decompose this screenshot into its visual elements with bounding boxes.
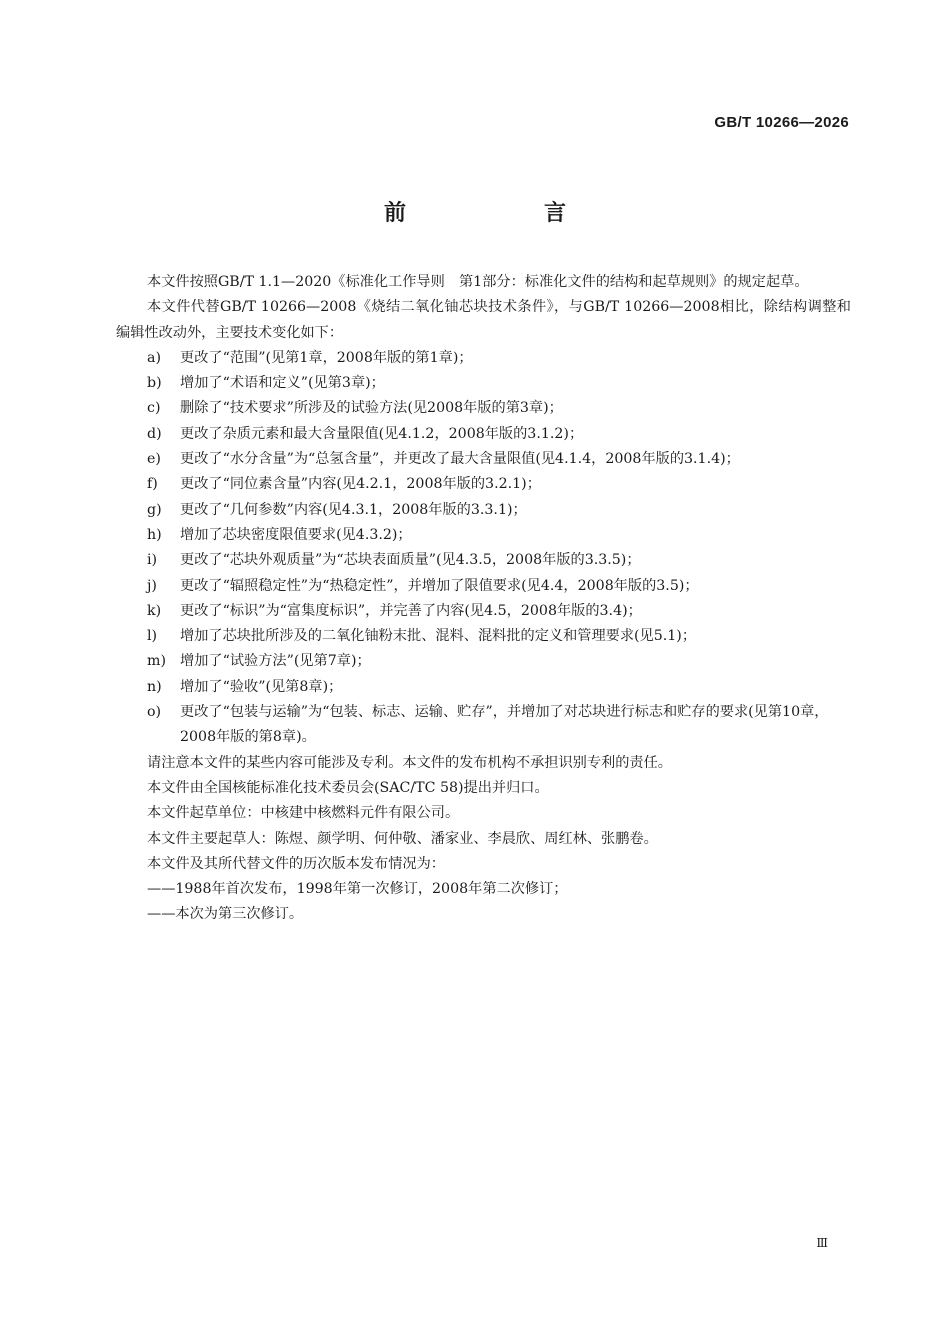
- list-item: [116, 675, 851, 700]
- list-item-label: k): [147, 602, 162, 619]
- paragraph-drafters: 本文件主要起草人：陈煜、颜学明、何仲敬、潘家业、李晨欣、周红林、张鹏卷。: [147, 830, 658, 847]
- list-item-text: 更改了杂质元素和最大含量限值(见4.1.2，2008年版的3.1.2)；: [180, 425, 584, 442]
- history-line: ——本次为第三次修订。: [147, 906, 304, 923]
- paragraph-drafting-unit: 本文件起草单位：中核建中核燃料元件有限公司。: [147, 805, 460, 822]
- paragraph-patent-notice: 请注意本文件的某些内容可能涉及专利。本文件的发布机构不承担识别专利的责任。: [147, 754, 672, 771]
- list-item-label: d): [147, 425, 162, 442]
- list-item-label: o): [147, 704, 162, 721]
- paragraph-history-intro: 本文件及其所代替文件的历次版本发布情况为：: [147, 855, 445, 872]
- foreword-body: [116, 270, 851, 928]
- list-item-label: m): [147, 653, 166, 670]
- list-item-label: n): [147, 678, 162, 695]
- list-item-text: 更改了“标识”为“富集度标识”，并完善了内容(见4.5，2008年版的3.4)；: [180, 602, 642, 619]
- list-item-text: 更改了“包装与运输”为“包装、标志、运输、贮存”，并增加了对芯块进行标志和贮存的要求(见第10章，2008年版的第8章)。: [180, 704, 829, 746]
- list-item-text: 更改了“同位素含量”内容(见4.2.1，2008年版的3.2.1)；: [180, 476, 541, 493]
- paragraph-drafting-rules: 本文件按照GB/T 1.1—2020《标准化工作导则 第1部分：标准化文件的结构和起草规则》的规定起草。: [147, 274, 809, 290]
- list-item: [116, 649, 851, 674]
- list-item-label: l): [147, 628, 158, 645]
- list-item: [116, 396, 851, 421]
- list-item: [116, 422, 851, 447]
- page-number: Ⅲ: [816, 1236, 828, 1250]
- list-item: [116, 498, 851, 523]
- list-item-label: i): [147, 552, 158, 569]
- list-item-label: c): [147, 400, 161, 417]
- list-item: [116, 700, 851, 751]
- list-item-label: b): [147, 375, 162, 392]
- paragraph-proposer: 本文件由全国核能标准化技术委员会(SAC/TC 58)提出并归口。: [147, 779, 549, 796]
- history-line: ——1988年首次发布，1998年第一次修订，2008年第二次修订；: [147, 881, 568, 898]
- page-title: 前 言: [383, 201, 624, 226]
- list-item-text: 更改了“几何参数”内容(见4.3.1，2008年版的3.3.1)；: [180, 501, 527, 518]
- list-item-text: 增加了“术语和定义”(见第3章)；: [180, 375, 385, 392]
- list-item-label: a): [147, 349, 161, 366]
- list-item-text: 更改了“芯块外观质量”为“芯块表面质量”(见4.3.5，2008年版的3.3.5)；: [180, 552, 641, 569]
- list-item: [116, 574, 851, 599]
- list-item: [116, 371, 851, 396]
- list-item-text: 增加了“验收”(见第8章)；: [180, 678, 343, 695]
- list-item: [116, 523, 851, 548]
- change-list: [116, 346, 851, 751]
- list-item-text: 更改了“辐照稳定性”为“热稳定性”，并增加了限值要求(见4.4，2008年版的3.5)；: [180, 577, 699, 594]
- list-item: [116, 599, 851, 624]
- list-item-text: 删除了“技术要求”所涉及的试验方法(见2008年版的第3章)；: [180, 400, 563, 417]
- list-item-text: 增加了芯块批所涉及的二氧化铀粉末批、混料、混料批的定义和管理要求(见5.1)；: [180, 628, 697, 645]
- list-item-label: e): [147, 451, 161, 468]
- list-item-label: j): [147, 577, 157, 594]
- list-item: [116, 624, 851, 649]
- document-code: GB/T 10266—2026: [714, 114, 849, 131]
- paragraph-replacement: 本文件代替GB/T 10266—2008《烧结二氧化铀芯块技术条件》，与GB/T 10266—2008相比，除结构调整和编辑性改动外，主要技术变化如下：: [116, 299, 851, 341]
- list-item-label: f): [147, 476, 158, 493]
- list-item: [116, 447, 851, 472]
- list-item: [116, 346, 851, 371]
- list-item-text: 更改了“范围”(见第1章，2008年版的第1章)；: [180, 349, 473, 366]
- list-item-label: h): [147, 526, 162, 543]
- list-item-text: 增加了芯块密度限值要求(见4.3.2)；: [180, 526, 412, 543]
- list-item-text: 增加了“试验方法”(见第7章)；: [180, 653, 371, 670]
- list-item: [116, 548, 851, 573]
- list-item-text: 更改了“水分含量”为“总氢含量”，并更改了最大含量限值(见4.1.4，2008年版的3.1.4)；: [180, 451, 740, 468]
- list-item: [116, 472, 851, 497]
- list-item-label: g): [147, 501, 162, 518]
